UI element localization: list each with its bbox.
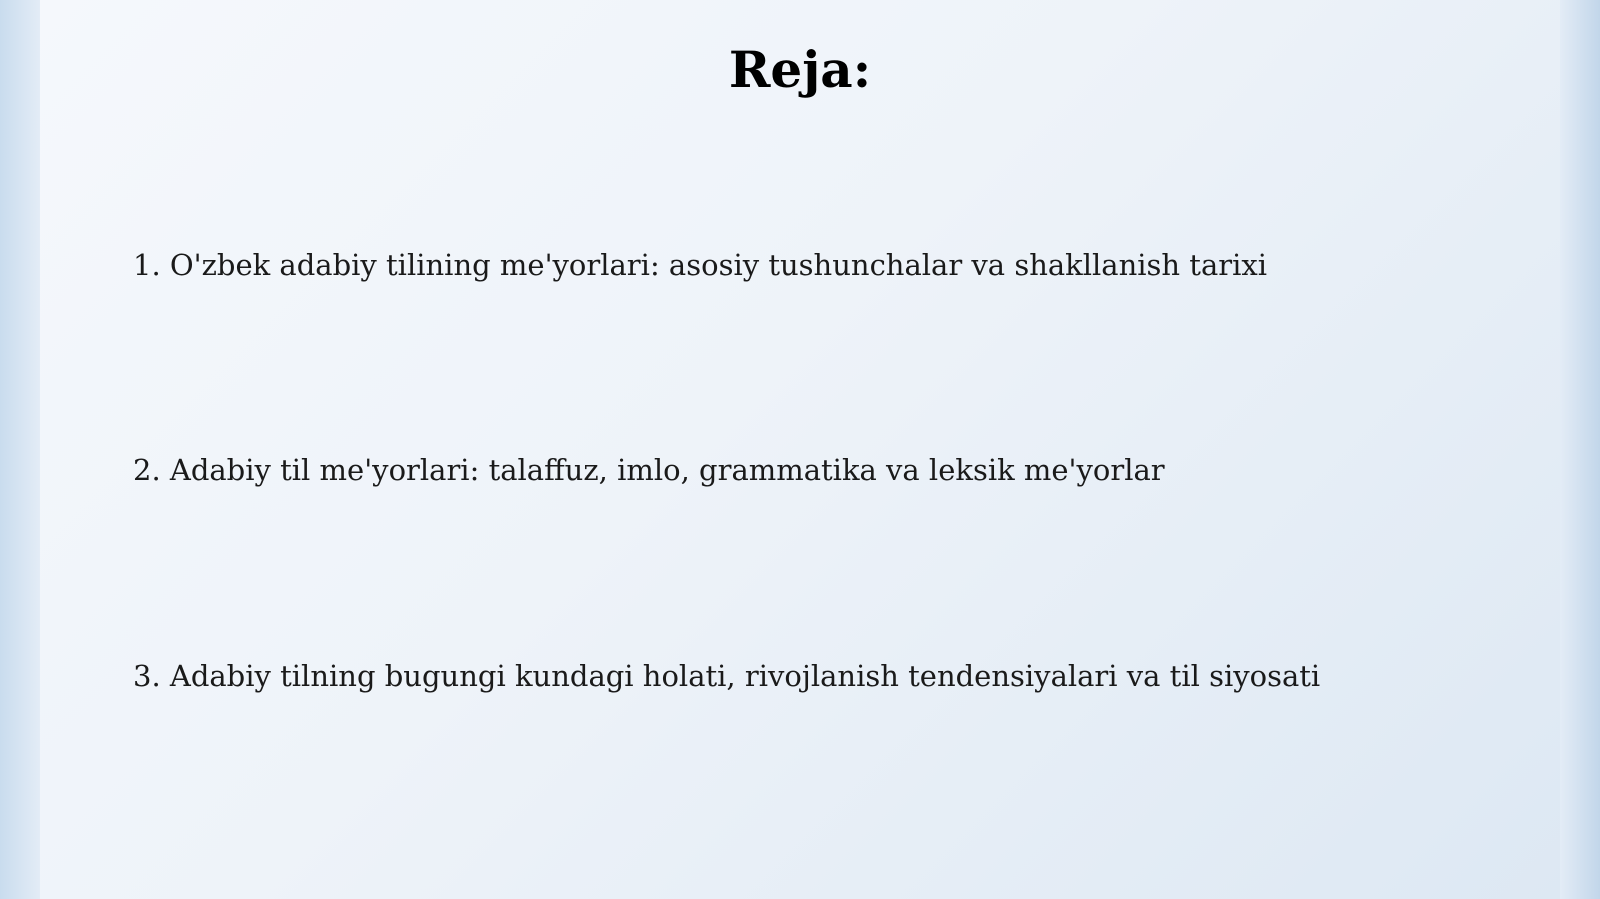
plan-item-1: 1. O'zbek adabiy tilining me'yorlari: asosiy tushunchalar va shakllanish tarixi <box>133 248 1268 282</box>
plan-item-2: 2. Adabiy til me'yorlari: talaffuz, imlo, grammatika va leksik me'yorlar <box>133 453 1165 487</box>
plan-item-3: 3. Adabiy tilning bugungi kundagi holati, rivojlanish tendensiyalari va til siyosati <box>133 659 1321 693</box>
slide-title: Reja: <box>728 40 872 99</box>
slide <box>40 0 1560 899</box>
